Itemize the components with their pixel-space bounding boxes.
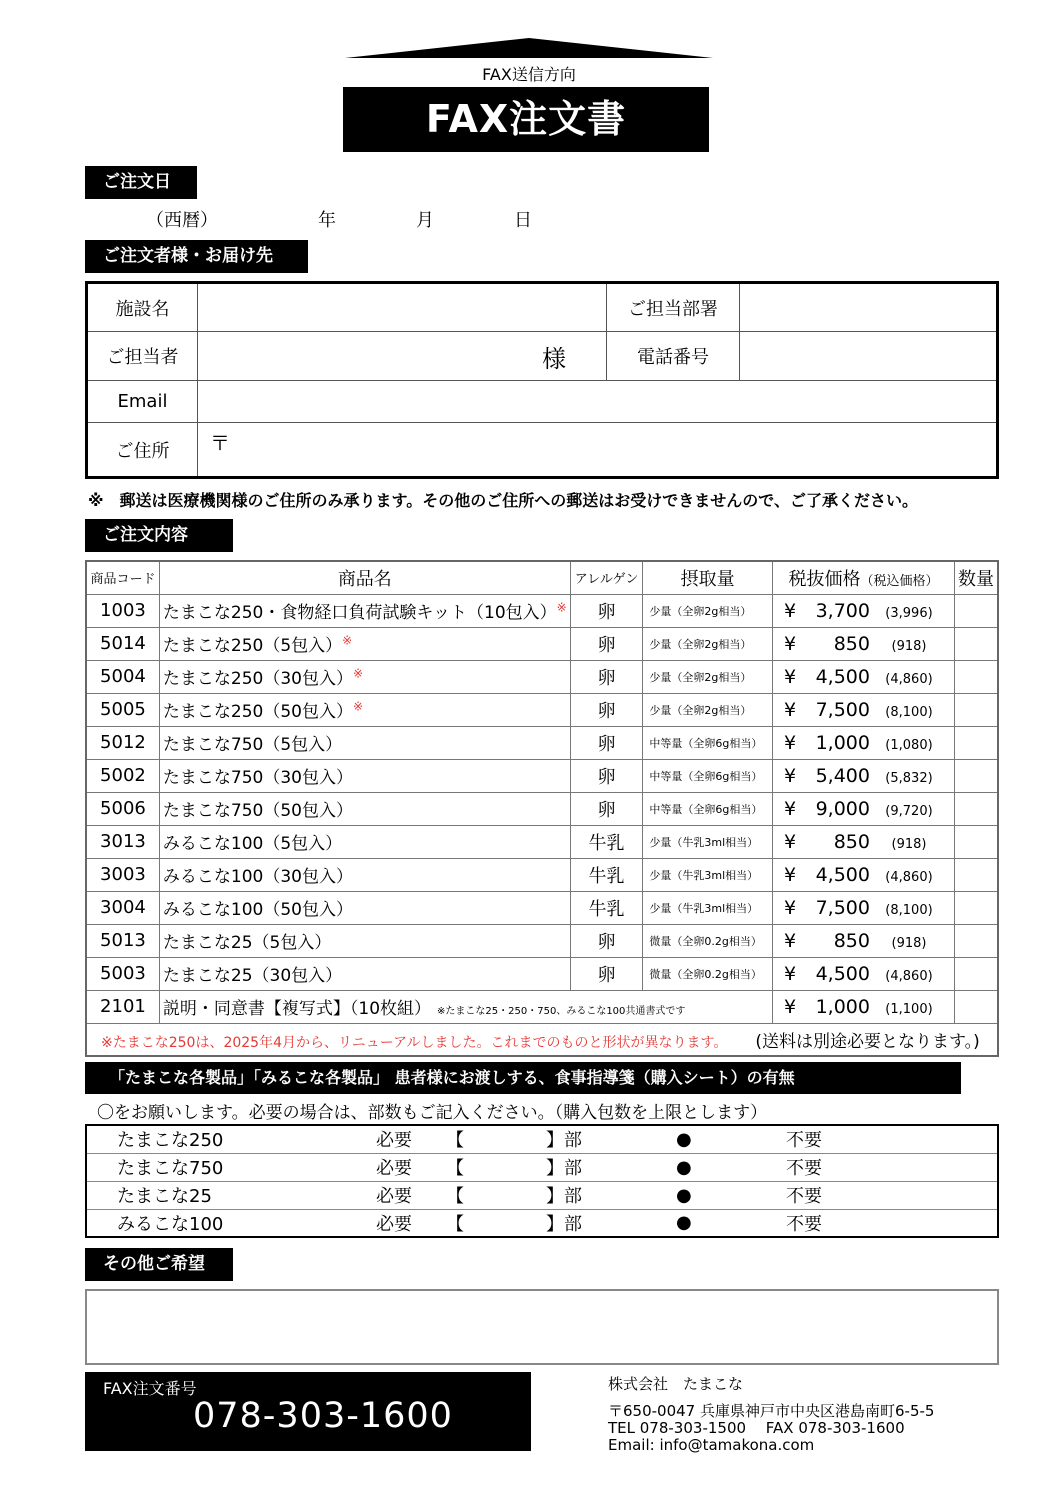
price-cell — [772, 891, 954, 924]
copies-input[interactable] — [466, 1209, 546, 1237]
price-value: 4,500 — [815, 962, 870, 985]
allergen: 卵 — [570, 660, 643, 693]
col-name: 商品名 — [159, 561, 570, 594]
no-need-option[interactable]: 不要 — [786, 1125, 998, 1153]
price-value: 7,500 — [815, 896, 870, 919]
renewal-mark: ※ — [353, 666, 364, 681]
price-cell — [772, 660, 954, 693]
postal-mark: 〒 — [210, 431, 230, 455]
renewal-mark: ※ — [353, 699, 364, 714]
allergen: 牛乳 — [570, 858, 643, 891]
product-name: たまこな25（30包入） — [162, 966, 343, 986]
facility-field[interactable] — [198, 283, 607, 332]
order-row — [86, 990, 998, 1023]
need-option[interactable]: 必要 — [376, 1213, 412, 1235]
renewal-mark: ※ — [342, 633, 353, 648]
price-cell — [772, 825, 954, 858]
yen-sign: ¥ — [783, 995, 797, 1018]
product-name: みるこな100（50包入） — [162, 900, 353, 920]
mail-notice: ※ 郵送は医療機関様のご住所のみ承ります。その他のご住所への郵送はお受けできませんので、ご了承ください。 — [88, 491, 918, 510]
intake-amount: 中等量（全卵6g相当） — [643, 759, 773, 792]
yen-sign: ¥ — [783, 929, 797, 952]
product-name: たまこな25（5包入） — [162, 933, 332, 953]
price-value: 5,400 — [815, 764, 870, 787]
no-need-option[interactable]: 不要 — [786, 1213, 822, 1235]
product-code: 5012 — [86, 726, 159, 759]
col-amount: 摂取量 — [643, 561, 773, 594]
allergen: 卵 — [570, 693, 643, 726]
intake-amount: 少量（全卵2g相当） — [643, 627, 773, 660]
price-value: 1,000 — [815, 995, 870, 1018]
price-cell — [772, 858, 954, 891]
quantity-input[interactable] — [955, 726, 999, 759]
product-name-cell — [159, 858, 570, 891]
allergen: 卵 — [570, 759, 643, 792]
product-code: 5013 — [86, 924, 159, 957]
email-field[interactable] — [198, 381, 998, 423]
product-name-cell — [159, 726, 570, 759]
price-cell — [772, 594, 954, 627]
bracket-close: 】部 — [546, 1153, 676, 1181]
consent-note: ※たまこな25・250・750、みるこな100共通書式です — [437, 1006, 686, 1017]
guide-heading: 「たまこな各製品」「みるこな各製品」 患者様にお渡しする、食事指導箋（購入シート）の有無 — [85, 1062, 961, 1094]
bracket-open: 【 — [446, 1213, 464, 1235]
bullet-mark: ● — [676, 1212, 692, 1234]
product-name-cell — [159, 891, 570, 924]
date-year-label: 年 — [318, 210, 336, 231]
yen-sign: ¥ — [783, 896, 797, 919]
price-tax-included: (1,080) — [885, 737, 933, 753]
order-heading: ご注文内容 — [85, 519, 233, 552]
bullet-mark: ● — [676, 1125, 786, 1153]
quantity-input[interactable] — [955, 858, 999, 891]
wishes-textarea[interactable] — [85, 1289, 999, 1365]
fax-direction-label: FAX送信方向 — [482, 65, 576, 84]
product-code: 5014 — [86, 627, 159, 660]
price-tax-included: (3,996) — [885, 605, 933, 621]
facility-label: 施設名 — [87, 283, 198, 332]
copies-input[interactable] — [466, 1125, 546, 1153]
yen-sign: ¥ — [783, 632, 797, 655]
person-field[interactable] — [198, 332, 607, 381]
email-label: Email — [87, 381, 198, 423]
price-value: 850 — [833, 632, 870, 655]
bracket-close: 】部 — [546, 1125, 676, 1153]
guide-product: たまこな750 — [86, 1153, 376, 1181]
need-option[interactable]: 必要 — [376, 1181, 446, 1209]
intake-amount: 少量（牛乳3ml相当） — [643, 891, 773, 924]
phone-field[interactable] — [740, 332, 998, 381]
product-name-cell — [159, 957, 570, 990]
fax-number-box — [85, 1372, 531, 1451]
price-value: 3,700 — [815, 599, 870, 622]
yen-sign: ¥ — [783, 764, 797, 787]
fax-number-label: FAX注文番号 — [103, 1379, 197, 1398]
price-value: 850 — [833, 830, 870, 853]
price-tax-included: (4,860) — [885, 968, 933, 984]
price-cell — [772, 627, 954, 660]
quantity-input[interactable] — [955, 792, 999, 825]
product-name-cell — [159, 924, 570, 957]
date-era-label: （西暦） — [146, 210, 218, 231]
price-tax-included: (8,100) — [885, 902, 933, 918]
intake-amount: 少量（牛乳3ml相当） — [643, 825, 773, 858]
intake-amount: 少量（全卵2g相当） — [643, 594, 773, 627]
price-tax-included: (918) — [891, 638, 927, 654]
product-code: 5004 — [86, 660, 159, 693]
guide-product: たまこな25 — [86, 1181, 376, 1209]
bracket-open: 【 — [446, 1153, 466, 1181]
phone-label: 電話番号 — [607, 332, 740, 381]
quantity-input[interactable] — [955, 594, 999, 627]
order-row — [86, 627, 998, 660]
price-tax-included: (918) — [891, 935, 927, 951]
date-day-label: 日 — [514, 210, 532, 231]
order-row — [86, 792, 998, 825]
order-row — [86, 693, 998, 726]
product-name-cell — [159, 990, 772, 1023]
order-row — [86, 825, 998, 858]
col-price — [772, 561, 954, 594]
company-name: 株式会社 たまこな — [608, 1375, 744, 1393]
product-name-cell — [159, 792, 570, 825]
guide-row — [86, 1209, 998, 1237]
order-row — [86, 660, 998, 693]
product-name-cell — [159, 627, 570, 660]
price-value: 7,500 — [815, 698, 870, 721]
customer-table — [85, 281, 999, 479]
footnote-row — [86, 1023, 998, 1056]
allergen: 卵 — [570, 924, 643, 957]
order-row — [86, 594, 998, 627]
price-value: 9,000 — [815, 797, 870, 820]
renewal-mark: ※ — [556, 600, 567, 615]
product-name: たまこな250・食物経口負荷試験キット（10包入） — [162, 603, 557, 623]
guide-row — [86, 1181, 998, 1209]
guide-table — [85, 1124, 999, 1238]
col-code: 商品コード — [86, 561, 159, 594]
renewal-note: ※たまこな250は、2025年4月から、リニューアルしました。これまでのものと形状が異なります。 — [101, 1034, 728, 1051]
allergen: 卵 — [570, 792, 643, 825]
guide-row — [86, 1125, 998, 1153]
quantity-input[interactable] — [955, 990, 999, 1023]
quantity-input[interactable] — [955, 825, 999, 858]
need-option[interactable]: 必要 — [376, 1125, 446, 1153]
intake-amount: 微量（全卵0.2g相当） — [643, 924, 773, 957]
intake-amount: 中等量（全卵6g相当） — [643, 726, 773, 759]
intake-amount: 微量（全卵0.2g相当） — [643, 957, 773, 990]
guide-row — [86, 1153, 998, 1181]
price-cell — [772, 957, 954, 990]
quantity-input[interactable] — [955, 957, 999, 990]
guide-instruction: 〇をお願いします。必要の場合は、部数もご記入ください。（購入包数を上限とします） — [97, 1103, 768, 1123]
company-info — [608, 1376, 934, 1454]
shipping-note: (送料は別途必要となります。) — [755, 1031, 980, 1052]
fax-direction-arrow — [345, 38, 713, 60]
product-name-cell — [159, 660, 570, 693]
intake-amount: 少量（全卵2g相当） — [643, 693, 773, 726]
product-name: たまこな750（5包入） — [162, 735, 343, 755]
product-name-cell — [159, 594, 570, 627]
intake-amount: 中等量（全卵6g相当） — [643, 792, 773, 825]
product-name: たまこな750（30包入） — [162, 768, 353, 788]
product-name: みるこな100（5包入） — [162, 834, 343, 854]
product-code: 2101 — [86, 990, 159, 1023]
order-row — [86, 924, 998, 957]
allergen: 牛乳 — [570, 825, 643, 858]
product-name-cell — [159, 825, 570, 858]
allergen: 卵 — [570, 627, 643, 660]
department-label: ご担当部署 — [607, 283, 740, 332]
order-row — [86, 759, 998, 792]
product-name: みるこな100（30包入） — [162, 867, 353, 887]
price-value: 4,500 — [815, 863, 870, 886]
copies-input[interactable] — [466, 1181, 546, 1209]
quantity-input[interactable] — [955, 660, 999, 693]
intake-amount: 少量（牛乳3ml相当） — [643, 858, 773, 891]
fax-number: 078-303-1600 — [193, 1396, 453, 1436]
price-value: 1,000 — [815, 731, 870, 754]
price-tax-included: (1,100) — [885, 1001, 933, 1017]
guide-product: たまこな250 — [86, 1125, 376, 1153]
product-name-cell — [159, 759, 570, 792]
col-quantity: 数量 — [955, 561, 999, 594]
quantity-input[interactable] — [955, 693, 999, 726]
no-need-option[interactable]: 不要 — [786, 1181, 998, 1209]
bullet-mark: ● — [676, 1181, 786, 1209]
product-code: 5005 — [86, 693, 159, 726]
price-tax-included: (8,100) — [885, 704, 933, 720]
page-title: FAX注文書 — [343, 87, 709, 152]
yen-sign: ¥ — [783, 830, 797, 853]
bracket-open: 【 — [446, 1125, 466, 1153]
quantity-input[interactable] — [955, 627, 999, 660]
yen-sign: ¥ — [783, 962, 797, 985]
allergen: 卵 — [570, 726, 643, 759]
footnote-cell — [86, 1023, 998, 1056]
price-cell — [772, 759, 954, 792]
price-cell — [772, 990, 954, 1023]
order-date-heading: ご注文日 — [85, 166, 197, 199]
col-allergen: アレルゲン — [570, 561, 643, 594]
need-option[interactable]: 必要 — [376, 1153, 446, 1181]
department-field[interactable] — [740, 283, 998, 332]
allergen: 卵 — [570, 594, 643, 627]
company-tel-fax: TEL 078-303-1500 FAX 078-303-1600 — [608, 1419, 905, 1437]
product-name-cell — [159, 693, 570, 726]
product-code: 3013 — [86, 825, 159, 858]
product-code: 3004 — [86, 891, 159, 924]
product-name: 説明・同意書【複写式】（10枚組） — [162, 999, 432, 1019]
date-month-label: 月 — [416, 210, 434, 231]
person-label: ご担当者 — [87, 332, 198, 381]
yen-sign: ¥ — [783, 665, 797, 688]
price-tax-included: (4,860) — [885, 671, 933, 687]
bracket-close: 】部 — [546, 1213, 582, 1235]
yen-sign: ¥ — [783, 599, 797, 622]
product-name: たまこな750（50包入） — [162, 801, 353, 821]
yen-sign: ¥ — [783, 863, 797, 886]
price-tax-included: (918) — [891, 836, 927, 852]
price-tax-included: (4,860) — [885, 869, 933, 885]
product-code: 3003 — [86, 858, 159, 891]
product-name: たまこな250（30包入） — [162, 669, 353, 689]
no-need-option[interactable]: 不要 — [786, 1153, 998, 1181]
product-code: 1003 — [86, 594, 159, 627]
yen-sign: ¥ — [783, 797, 797, 820]
price-value: 4,500 — [815, 665, 870, 688]
guide-product: みるこな100 — [117, 1213, 224, 1235]
price-cell — [772, 726, 954, 759]
bullet-mark: ● — [676, 1153, 786, 1181]
price-cell — [772, 693, 954, 726]
bracket-close: 】部 — [546, 1181, 676, 1209]
price-cell — [772, 924, 954, 957]
product-code: 5006 — [86, 792, 159, 825]
address-label: ご住所 — [87, 423, 198, 478]
bracket-open: 【 — [446, 1181, 466, 1209]
yen-sign: ¥ — [783, 731, 797, 754]
allergen: 牛乳 — [570, 891, 643, 924]
order-row — [86, 891, 998, 924]
col-price-label: 税抜価格 — [788, 568, 861, 590]
copies-input[interactable] — [466, 1153, 546, 1181]
quantity-input[interactable] — [955, 891, 999, 924]
order-table — [85, 560, 999, 1057]
honorific-label: 様 — [542, 344, 566, 373]
order-row — [86, 957, 998, 990]
company-email: Email: info@tamakona.com — [608, 1436, 815, 1454]
wishes-heading: その他ご希望 — [85, 1248, 233, 1281]
order-row — [86, 726, 998, 759]
quantity-input[interactable] — [955, 759, 999, 792]
customer-heading: ご注文者様・お届け先 — [85, 240, 308, 273]
address-field[interactable] — [198, 423, 998, 478]
price-tax-included: (9,720) — [885, 803, 933, 819]
yen-sign: ¥ — [783, 698, 797, 721]
price-cell — [772, 792, 954, 825]
intake-amount: 少量（全卵2g相当） — [643, 660, 773, 693]
col-price-sub: （税込価格） — [860, 573, 939, 589]
product-code: 5002 — [86, 759, 159, 792]
product-code: 5003 — [86, 957, 159, 990]
product-name: たまこな250（5包入） — [162, 636, 343, 656]
product-name: たまこな250（50包入） — [162, 702, 353, 722]
quantity-input[interactable] — [955, 924, 999, 957]
price-tax-included: (5,832) — [885, 770, 933, 786]
allergen: 卵 — [570, 957, 643, 990]
order-row — [86, 858, 998, 891]
price-value: 850 — [833, 929, 870, 952]
company-address: 〒650-0047 兵庫県神戸市中央区港島南町6-5-5 — [608, 1402, 935, 1420]
